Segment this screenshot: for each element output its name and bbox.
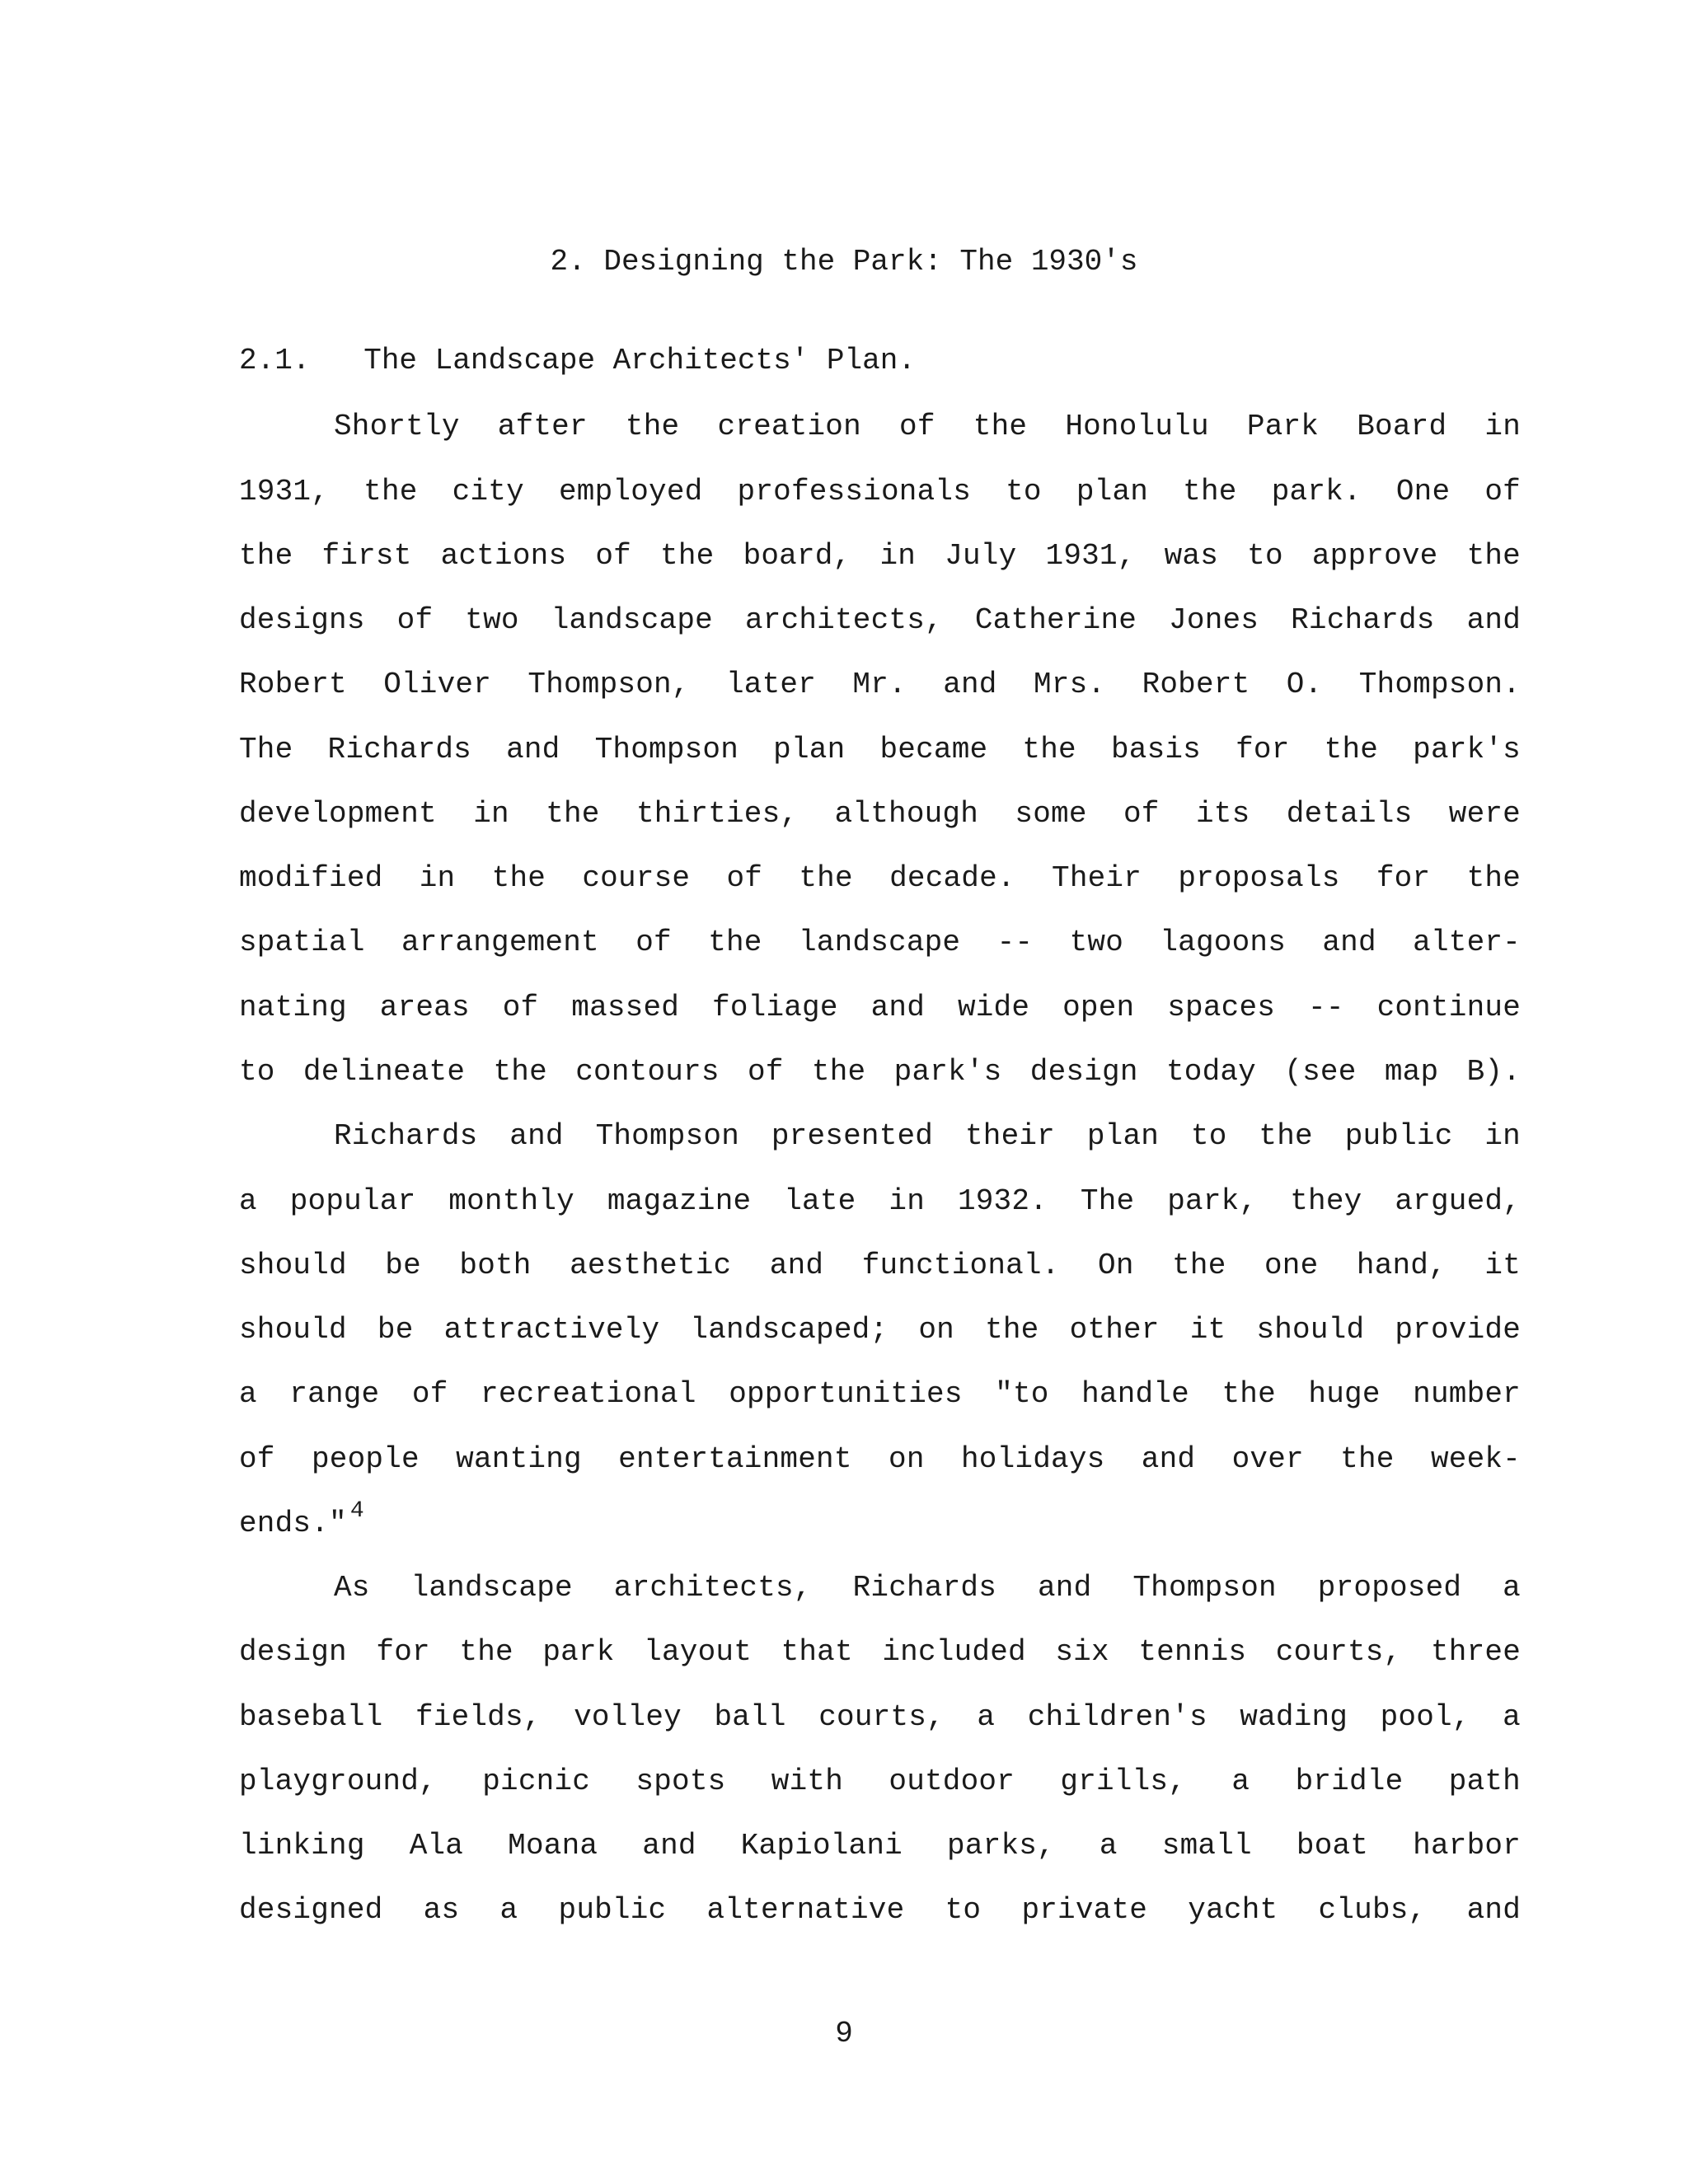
paragraph-1-line-11: to delineate the contours of the park's design today (see map B). bbox=[239, 1055, 1521, 1089]
paragraph-2-line-2: a popular monthly magazine late in 1932. The park, they argued, bbox=[239, 1184, 1521, 1218]
paragraph-1-line-4: designs of two landscape architects, Catherine Jones Richards and bbox=[239, 603, 1521, 637]
paragraph-3-line-5: linking Ala Moana and Kapiolani parks, a small boat harbor bbox=[239, 1829, 1521, 1863]
paragraph-3-line-6: designed as a public alternative to private yacht clubs, and bbox=[239, 1893, 1521, 1927]
paragraph-2-line-6: of people wanting entertainment on holidays and over the week- bbox=[239, 1442, 1521, 1476]
paragraph-2-line-7-text: ends." bbox=[239, 1507, 347, 1540]
paragraph-3-line-3: baseball fields, volley ball courts, a children's wading pool, a bbox=[239, 1700, 1521, 1734]
paragraph-1-line-6: The Richards and Thompson plan became the basis for the park's bbox=[239, 733, 1521, 766]
paragraph-1-line-8: modified in the course of the decade. Their proposals for the bbox=[239, 861, 1521, 895]
paragraph-3-line-1: As landscape architects, Richards and Thompson proposed a bbox=[334, 1571, 1521, 1605]
paragraph-1-line-7: development in the thirties, although some of its details were bbox=[239, 797, 1521, 831]
paragraph-3-line-2: design for the park layout that included six tennis courts, three bbox=[239, 1635, 1521, 1669]
page-number: 9 bbox=[835, 2017, 853, 2050]
paragraph-2-line-7 bbox=[239, 1499, 1521, 1549]
paragraph-1-line-5: Robert Oliver Thompson, later Mr. and Mrs. Robert O. Thompson. bbox=[239, 668, 1521, 701]
paragraph-1-line-10: nating areas of massed foliage and wide open spaces -- continue bbox=[239, 991, 1521, 1024]
paragraph-1-line-1: Shortly after the creation of the Honolulu Park Board in bbox=[334, 410, 1521, 443]
paragraph-2-line-4: should be attractively landscaped; on the other it should provide bbox=[239, 1313, 1521, 1347]
paragraph-2-line-1: Richards and Thompson presented their plan to the public in bbox=[334, 1119, 1521, 1153]
paragraph-3-line-4: playground, picnic spots with outdoor grills, a bridle path bbox=[239, 1765, 1521, 1798]
paragraph-1-line-3: the first actions of the board, in July 1931, was to approve the bbox=[239, 539, 1521, 573]
paragraph-2-line-5: a range of recreational opportunities "to handle the huge number bbox=[239, 1377, 1521, 1411]
paragraph-1-line-2: 1931, the city employed professionals to plan the park. One of bbox=[239, 475, 1521, 509]
section-heading: 2.1. The Landscape Architects' Plan. bbox=[239, 344, 916, 377]
paragraph-2-line-3: should be both aesthetic and functional. On the one hand, it bbox=[239, 1249, 1521, 1282]
footnote-reference: 4 bbox=[349, 1498, 364, 1524]
paragraph-1-line-9: spatial arrangement of the landscape -- two lagoons and alter- bbox=[239, 926, 1521, 959]
chapter-title: 2. Designing the Park: The 1930's bbox=[550, 245, 1138, 279]
